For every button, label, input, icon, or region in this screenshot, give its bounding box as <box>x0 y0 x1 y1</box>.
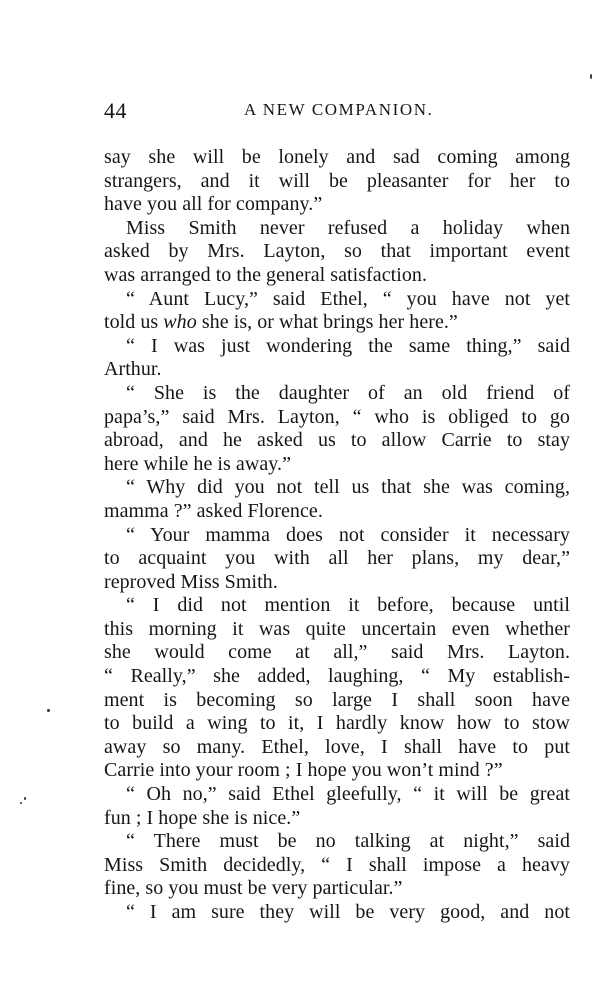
page-header <box>104 98 572 128</box>
text-line: reproved Miss Smith. <box>104 570 278 593</box>
text-line: papa’s,” said Mrs. Layton, “ who is obliged to go <box>104 405 570 428</box>
print-speck <box>20 802 22 804</box>
print-speck <box>47 709 50 712</box>
page-number: 44 <box>104 98 127 123</box>
text-line: mamma ?” asked Florence. <box>104 499 323 522</box>
text-line: abroad, and he asked us to allow Carrie to stay <box>104 429 570 452</box>
running-head: A NEW COMPANION. <box>244 100 434 119</box>
text-line: “ I am sure they will be very good, and not <box>126 901 570 923</box>
text-line: strangers, and it will be pleasanter for her to <box>104 169 570 192</box>
text-line: ment is becoming so large I shall soon have <box>104 688 570 711</box>
text-line: “ Really,” she added, laughing, “ My establish- <box>104 665 570 688</box>
text-line: “ I did not mention it before, because until <box>126 594 570 617</box>
text-line: told us who she is, or what brings her here.” <box>104 311 458 334</box>
text-line: “ Aunt Lucy,” said Ethel, “ you have not yet <box>126 287 570 310</box>
text-line: fine, so you must be very particular.” <box>104 877 403 900</box>
text-line: say she will be lonely and sad coming among <box>104 146 570 168</box>
text-line: away so many. Ethel, love, I shall have to put <box>104 735 570 758</box>
text-line: “ Your mamma does not consider it necessary <box>126 523 570 546</box>
text-line: “ I was just wondering the same thing,” said <box>126 334 570 357</box>
text-line: Carrie into your room ; I hope you won’t mind ?” <box>104 759 503 782</box>
text-line: “ She is the daughter of an old friend of <box>126 381 570 404</box>
text-line: “ Why did you not tell us that she was coming, <box>126 476 570 499</box>
text-line: Miss Smith decidedly, “ I shall impose a heavy <box>104 853 570 876</box>
text-line: here while he is away.” <box>104 452 291 475</box>
text-line: Arthur. <box>104 358 162 381</box>
print-speck <box>590 74 592 79</box>
text-line: asked by Mrs. Layton, so that important event <box>104 240 570 263</box>
text-line: to acquaint you with all her plans, my dear,” <box>104 547 570 570</box>
body-text <box>104 146 570 925</box>
text-line: she would come at all,” said Mrs. Layton. <box>104 641 570 664</box>
text-line: to build a wing to it, I hardly know how to stow <box>104 712 570 735</box>
text-line: “ There must be no talking at night,” said <box>126 830 570 853</box>
text-line: have you all for company.” <box>104 193 323 216</box>
text-line: was arranged to the general satisfaction. <box>104 263 428 286</box>
text-line: fun ; I hope she is nice.” <box>104 806 301 829</box>
print-speck <box>24 797 26 800</box>
text-line: “ Oh no,” said Ethel gleefully, “ it will be great <box>126 783 570 806</box>
text-line: Miss Smith never refused a holiday when <box>126 216 570 239</box>
text-line: this morning it was quite uncertain even whether <box>104 617 570 640</box>
